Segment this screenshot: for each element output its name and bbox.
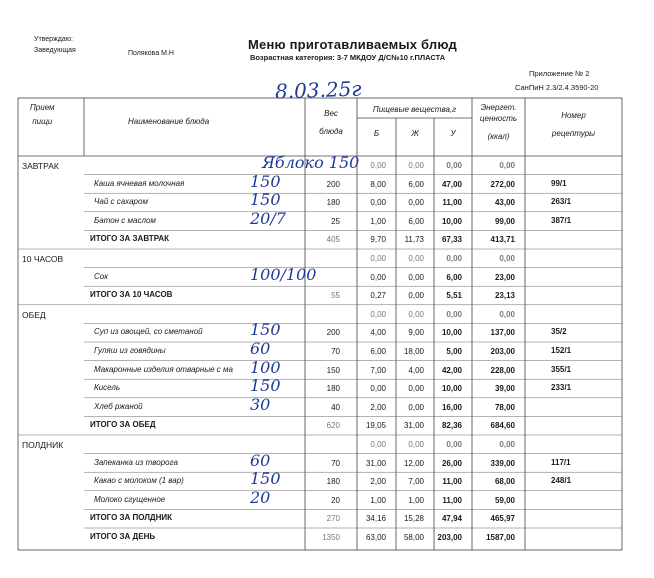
nutrient-zh: 12,00 [403,458,424,468]
nutrient-u: 0,00 [446,309,462,319]
recipe-number: 355/1 [551,364,572,374]
nutrient-b: 0,27 [370,291,386,301]
nutrient-b: 1,00 [370,495,386,505]
dish-name: ИТОГО ЗА ОБЕД [90,420,156,430]
dish-name: Хлеб ржаной [94,401,143,411]
nutrient-u: 82,36 [441,421,462,431]
nutrient-u: 26,00 [441,458,462,468]
col-meal-header [30,104,55,126]
nutrient-b: 6,00 [370,347,386,356]
energy-kcal: 68,00 [494,477,515,487]
head-label: Заведующая [34,47,76,54]
dish-name: Кисель [94,383,121,393]
dish-weight: 180 [326,198,340,208]
nutrient-zh: 0,00 [408,440,424,449]
energy-kcal: 0,00 [499,161,515,170]
col-b-header: Б [373,129,380,138]
handwritten-portion: 150 [250,320,281,340]
nutrient-u: 11,00 [442,198,462,208]
col-energy-header [472,104,525,141]
nutrient-b: 2,00 [370,402,386,412]
dish-name: Запеканка из творога [94,457,178,467]
handwritten-portion: 20/7 [250,208,286,228]
handwritten-portion: Яблоко 150 [262,153,360,172]
energy-kcal: 23,00 [494,272,515,282]
nutrient-u: 203,00 [437,533,462,542]
nutrient-u: 47,94 [441,514,462,524]
section-label: 10 ЧАСОВ [22,254,64,264]
nutrient-b: 4,00 [370,328,386,338]
nutrient-b: 0,00 [370,440,386,449]
nutrient-u: 10,00 [441,216,462,226]
handwritten-portion: 30 [250,394,271,414]
page-subtitle: Возрастная категория: 3-7 МКДОУ Д/С№10 г.ПЛАСТА [250,53,446,62]
col-energy-l2: ценность [479,114,518,123]
dish-weight: 55 [331,291,340,301]
dish-name: Молоко сгущенное [94,494,166,504]
dish-weight: 20 [331,495,340,505]
nutrient-b: 19,05 [365,421,386,431]
nutrient-zh: 0,00 [408,384,424,394]
sanpin-label: СанПиН 2.3/2.4.3590-20 [515,83,599,92]
nutrient-b: 63,00 [365,533,386,542]
dish-weight: 180 [326,384,340,394]
nutrient-b: 0,00 [370,309,386,319]
col-recipe-header [525,112,622,138]
nutrient-zh: 0,00 [408,291,424,301]
energy-kcal: 59,00 [494,495,515,505]
nutrient-u: 6,00 [446,272,462,282]
recipe-number: 233/1 [551,383,572,393]
nutrient-zh: 15,28 [403,514,424,524]
energy-kcal: 43,00 [494,198,515,208]
energy-kcal: 684,60 [490,421,515,431]
dish-name: Сок [94,271,109,281]
nutrient-b: 0,00 [370,272,386,282]
energy-kcal: 0,00 [499,440,515,449]
col-recipe-l1: Номер [561,111,586,120]
nutrient-zh: 1,00 [408,495,424,505]
col-weight-l1: Вес [324,109,338,118]
nutrient-zh: 0,00 [408,161,424,170]
nutrient-zh: 58,00 [403,533,424,542]
nutrient-u: 5,00 [446,347,462,356]
nutrient-u: 47,00 [441,179,462,189]
energy-kcal: 99,00 [494,216,515,226]
nutrient-b: 7,00 [370,365,386,375]
col-recipe-l2: рецептуры [551,129,596,138]
nutrient-zh: 7,00 [408,477,424,487]
energy-kcal: 39,00 [494,384,515,394]
handwritten-portion: 150 [250,469,281,489]
nutrient-b: 31,00 [365,458,386,468]
nutrient-u: 5,51 [446,291,462,301]
nutrient-u: 0,00 [446,440,462,449]
nutrient-zh: 18,00 [403,347,424,356]
dish-weight: 70 [331,347,340,356]
dish-weight: 620 [326,421,340,431]
dish-weight: 405 [326,235,340,245]
col-weight-header [310,110,352,136]
nutrient-b: 34,16 [365,514,386,524]
recipe-number: 263/1 [551,197,572,207]
dish-weight: 270 [326,514,340,524]
dish-name: Гуляш из говядины [94,346,166,355]
handwritten-date: 8.03.25г [274,76,362,104]
energy-kcal: 0,00 [499,309,515,319]
head-name: Полякова М.Н [128,50,174,57]
nutrient-b: 8,00 [370,179,386,189]
nutrient-zh: 9,00 [408,328,424,338]
nutrient-zh: 6,00 [408,216,424,226]
nutrient-b: 1,00 [370,216,386,226]
dish-weight: 200 [326,328,340,338]
nutrient-b: 0,00 [370,161,386,170]
dish-name: Суп из овощей, со сметаной [94,327,203,337]
energy-kcal: 228,00 [490,365,515,375]
dish-name: ИТОГО ЗА ДЕНЬ [90,532,156,541]
col-zh-header: Ж [411,129,419,138]
energy-kcal: 1587,00 [486,533,515,542]
nutrient-u: 16,00 [441,402,462,412]
handwritten-portion: 60 [250,450,271,470]
col-meal-l2: пищи [32,117,53,126]
col-u-header: У [450,129,456,138]
energy-kcal: 23,13 [494,291,515,301]
nutrient-b: 0,00 [370,254,386,263]
dish-name: ИТОГО ЗА ПОЛДНИК [90,513,173,523]
nutrient-b: 2,00 [370,477,386,487]
appendix-label: Приложение № 2 [529,69,590,78]
dish-weight: 150 [326,365,340,375]
dish-weight: 40 [331,402,340,412]
handwritten-portion: 150 [250,171,281,191]
dish-name: ИТОГО ЗА ЗАВТРАК [90,234,169,244]
col-dish-header: Наименование блюда [128,117,210,126]
energy-kcal: 137,00 [490,328,515,338]
nutrient-u: 42,00 [441,365,462,375]
dish-name: Какао с молоком (1 вар) [94,476,184,486]
dish-name: Каша ячневая молочная [94,178,185,188]
energy-kcal: 0,00 [499,254,515,263]
col-nutrients-header: Пищевые вещества,г [372,105,457,114]
page-title: Меню приготавливаемых блюд [248,37,457,52]
nutrient-u: 11,00 [442,477,462,487]
nutrient-zh: 0,00 [408,254,424,263]
dish-weight: 25 [331,216,340,226]
section-label: ПОЛДНИК [22,440,64,450]
approve-label: Утверждаю: [34,36,73,43]
nutrient-zh: 6,00 [408,179,424,189]
nutrient-u: 0,00 [446,254,462,263]
handwritten-portion: 100 [250,357,281,377]
dish-weight: 1350 [322,533,340,542]
nutrient-zh: 0,00 [408,272,424,282]
energy-kcal: 413,71 [490,235,515,245]
section-label: ЗАВТРАК [22,161,59,171]
nutrient-zh: 0,00 [408,198,424,208]
recipe-number: 99/1 [551,178,567,188]
nutrient-zh: 0,00 [408,402,424,412]
nutrient-b: 9,70 [370,235,386,245]
recipe-number: 387/1 [551,215,572,225]
dish-weight: 200 [326,179,340,189]
recipe-number: 248/1 [551,476,572,486]
handwritten-portion: 150 [250,376,281,396]
nutrient-zh: 31,00 [403,421,424,431]
recipe-number: 117/1 [551,457,571,467]
col-energy-l3: (ккал) [487,132,510,141]
recipe-number: 35/2 [551,327,567,337]
dish-weight: 180 [326,477,340,487]
nutrient-u: 11,00 [442,495,462,505]
energy-kcal: 203,00 [490,347,515,356]
section-label: ОБЕД [22,309,46,320]
handwritten-portion: 60 [250,339,271,358]
energy-kcal: 465,97 [490,514,515,524]
nutrient-b: 0,00 [370,384,386,394]
nutrient-zh: 11,73 [404,235,424,245]
nutrient-zh: 4,00 [408,365,424,375]
nutrient-u: 10,00 [441,328,462,338]
col-weight-l2: блюда [319,127,343,136]
energy-kcal: 272,00 [490,179,515,189]
col-energy-l1: Энергет. [480,103,517,112]
energy-kcal: 339,00 [490,458,515,468]
dish-weight: 70 [331,458,340,468]
handwritten-portion: 150 [250,190,281,210]
dish-name: Чай с сахаром [94,197,148,207]
dish-name: ИТОГО ЗА 10 ЧАСОВ [90,290,173,300]
nutrient-u: 67,33 [441,235,462,245]
nutrient-u: 0,00 [446,161,462,170]
recipe-number: 152/1 [551,346,572,355]
energy-kcal: 78,00 [494,402,515,412]
nutrient-u: 10,00 [441,384,462,394]
dish-name: Батон с маслом [94,215,156,225]
handwritten-portion: 100/100 [250,264,317,284]
nutrient-zh: 0,00 [408,309,424,319]
handwritten-portion: 20 [250,487,271,507]
col-meal-l1: Прием [30,103,55,112]
nutrient-b: 0,00 [370,198,386,208]
dish-name: Макаронные изделия отварные с ма [94,364,233,374]
